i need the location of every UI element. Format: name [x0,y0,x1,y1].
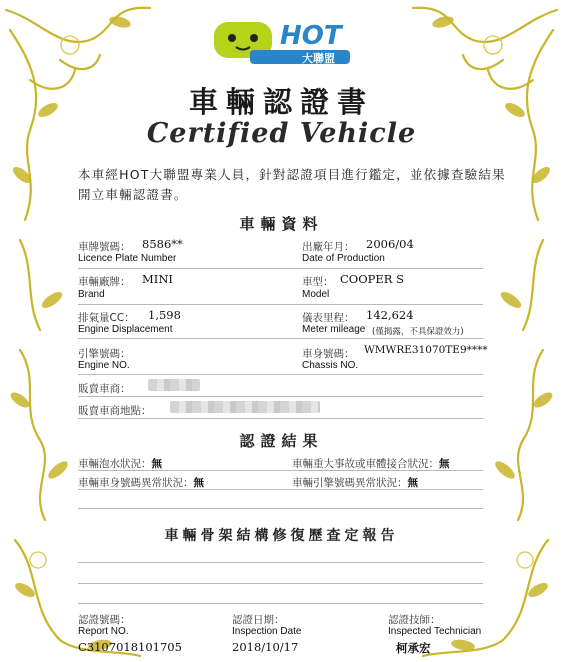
engine-no-label-cn: 引擎號碼： [78,348,131,360]
row-divider [78,562,483,563]
technician-label-en: Inspected Technician [388,626,482,637]
technician-value: 柯承宏 [396,641,431,655]
brand-label-cn: 車輛廠牌： [78,276,131,288]
row-divider [78,396,483,397]
inspection-date-value: 2018/10/17 [232,640,299,654]
engine-no-status-label [292,475,418,490]
mileage-disclaimer: (僅揭露，不具保證效力) [372,327,464,337]
production-date-value: 2006/04 [366,237,414,251]
vehicle-info-heading: 車輛資料 [239,215,324,233]
body-no-status-label [78,475,204,490]
displacement-value: 1,598 [148,308,181,322]
flood-status-value: 無 [151,458,162,470]
certificate-title-cn: 車輛認證書 [188,85,374,119]
engine-no-label-en: Engine NO. [78,360,130,371]
model-value: COOPER S [340,272,404,286]
row-divider [78,470,483,471]
report-no-label-en: Report NO. [78,626,129,637]
mileage-label-en: Meter mileage [302,324,366,335]
chassis-no-label-cn: 車身號碼： [302,348,355,360]
hot-logo [210,10,358,66]
row-divider [78,603,483,604]
row-divider [78,583,483,584]
plate-label-en: Licence Plate Number [78,253,177,264]
report-no-label-cn: 認證號碼： [78,614,131,626]
dealer-address-label: 販賣車商地點： [78,405,152,417]
accident-status-label [292,456,450,471]
row-divider [78,374,483,375]
model-label-cn: 車型： [302,276,334,288]
results-heading: 認證結果 [239,432,324,450]
row-divider [78,268,483,269]
production-date-label-en: Date of Production [302,253,385,264]
logo-sub-text: 大聯盟 [302,52,335,65]
intro-text: 本車經HOT大聯盟專業人員，針對認證項目進行鑑定，並依據查驗結果開立車輛認證書。 [78,167,506,202]
displacement-label-en: Engine Displacement [78,324,173,335]
model-label-en: Model [302,289,330,300]
frame-report-heading: 車輛骨架結構修復歷查定報告 [164,528,399,544]
mileage-value: 142,624 [366,308,414,322]
chassis-no-value: WMWRE31070TE9**** [364,344,488,356]
inspection-date-label-en: Inspection Date [232,626,302,637]
dealer-label: 販賣車商： [78,383,131,395]
svg-text:HOT: HOT [280,21,342,51]
row-divider [78,304,483,305]
brand-label-en: Brand [78,289,105,300]
row-divider [78,338,483,339]
dealer-address-redacted [170,401,320,413]
plate-label-cn: 車牌號碼： [78,241,131,253]
accident-status-text: 車輛重大事故或車體接合狀況： [292,458,439,470]
plate-value: 8586** [142,237,183,251]
body-no-status-text: 車輛車身號碼異常狀況： [78,477,194,489]
production-date-label-cn: 出廠年月： [302,241,355,253]
row-divider [78,418,483,419]
engine-no-status-value: 無 [407,477,418,489]
flood-status-text: 車輛泡水狀況： [78,458,152,470]
row-divider [78,489,483,490]
dealer-redacted [148,379,200,391]
report-no-value: C3107018101705 [78,640,182,654]
body-no-status-value: 無 [193,477,204,489]
mileage-label-cn: 儀表里程： [302,312,355,324]
inspection-date-label-cn: 認證日期： [232,614,285,626]
row-divider [78,508,483,509]
accident-status-value: 無 [439,458,450,470]
chassis-no-label-en: Chassis NO. [302,360,359,371]
certificate-title-en: Certified Vehicle [146,118,417,149]
technician-label-cn: 認證技師： [388,614,441,626]
brand-value: MINI [142,272,173,286]
engine-no-status-text: 車輛引擎號碼異常狀況： [292,477,408,489]
hot-mascot-logo [210,10,358,66]
displacement-label-cn: 排氣量CC： [78,312,135,324]
flood-status-label [78,456,162,471]
